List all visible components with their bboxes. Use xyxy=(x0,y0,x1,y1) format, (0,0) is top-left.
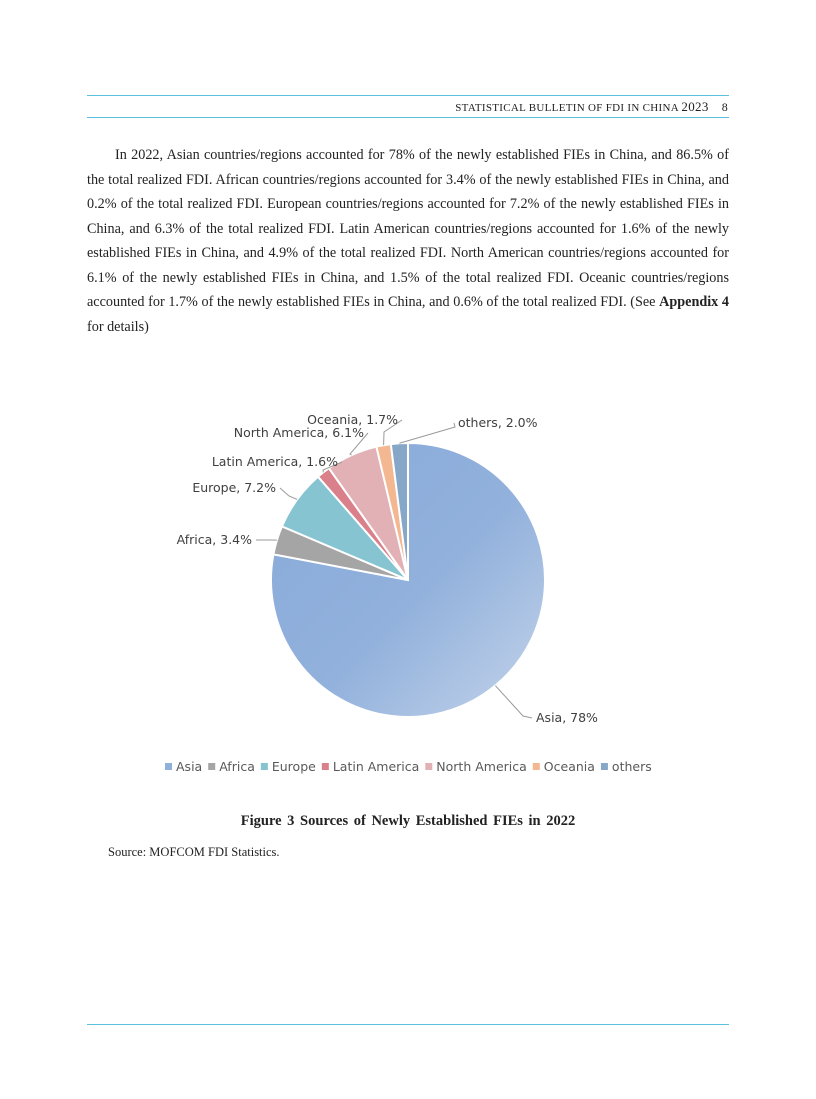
legend-item-africa xyxy=(208,759,255,774)
legend-swatch-africa xyxy=(208,763,215,770)
legend-swatch-north-america xyxy=(425,763,432,770)
legend-swatch-others xyxy=(601,763,608,770)
paragraph-text: In 2022, Asian countries/regions accounted for 78% of the newly established FIEs in China, and 86.5% of the total realized FDI. African countries/regions accounted for 3.4% of the newly established FIEs in China, and 0.2% of the total realized FDI. European countries/regions accounted for 7.2% of the newly established FIEs in China, and 6.3% of the total realized FDI. Latin American countries/regions accounted for 1.6% of the newly established FIEs in China, and 4.9% of the total realized FDI. North American countries/regions accounted for 6.1% of the newly established FIEs in China, and 1.5% of the total realized FDI. Oceanic countries/regions accounted for 1.7% of the newly established FIEs in China, and 0.6% of the total realized FDI. (See xyxy=(87,147,729,310)
chart-legend xyxy=(165,759,652,774)
figure-caption: Figure 3 Sources of Newly Established FIEs in 2022 xyxy=(240,813,576,829)
header-title: STATISTICAL BULLETIN OF FDI IN CHINA xyxy=(455,102,679,114)
leader-line-others xyxy=(399,423,455,443)
legend-item-north-america xyxy=(425,759,527,774)
legend-label-asia: Asia xyxy=(176,759,203,774)
leader-line-asia xyxy=(495,686,532,718)
legend-swatch-europe xyxy=(261,763,268,770)
legend-label-latin-america: Latin America xyxy=(332,759,420,774)
figure-source: Source: MOFCOM FDI Statistics. xyxy=(108,845,280,859)
legend-swatch-asia xyxy=(165,763,172,770)
legend-label-others: others xyxy=(611,759,652,774)
data-label-latin-america: Latin America, 1.6% xyxy=(211,454,338,469)
legend-item-others xyxy=(601,759,652,774)
legend-label-north-america: North America xyxy=(436,759,527,774)
data-label-oceania: Oceania, 1.7% xyxy=(307,412,398,427)
paragraph-text-end: for details) xyxy=(87,318,149,335)
leader-line-europe xyxy=(280,488,297,499)
data-label-north-america: North America, 6.1% xyxy=(233,425,364,440)
data-label-asia: Asia, 78% xyxy=(536,710,598,725)
data-label-others: others, 2.0% xyxy=(458,415,538,430)
legend-item-asia xyxy=(165,759,202,774)
pie-slices xyxy=(271,443,545,717)
data-label-africa: Africa, 3.4% xyxy=(176,532,252,547)
footer-rule xyxy=(87,1024,729,1025)
legend-swatch-oceania xyxy=(533,763,540,770)
legend-label-oceania: Oceania xyxy=(543,759,595,774)
legend-swatch-latin-america xyxy=(322,763,329,770)
legend-label-europe: Europe xyxy=(271,759,316,774)
appendix-reference: Appendix 4 xyxy=(659,294,729,310)
page-number: 8 xyxy=(721,100,728,114)
legend-item-latin-america xyxy=(322,759,419,774)
data-label-europe: Europe, 7.2% xyxy=(192,480,276,495)
legend-label-africa: Africa xyxy=(219,759,255,774)
legend-item-europe xyxy=(261,759,316,774)
legend-item-oceania xyxy=(533,759,595,774)
header-year: 2023 xyxy=(681,99,709,114)
